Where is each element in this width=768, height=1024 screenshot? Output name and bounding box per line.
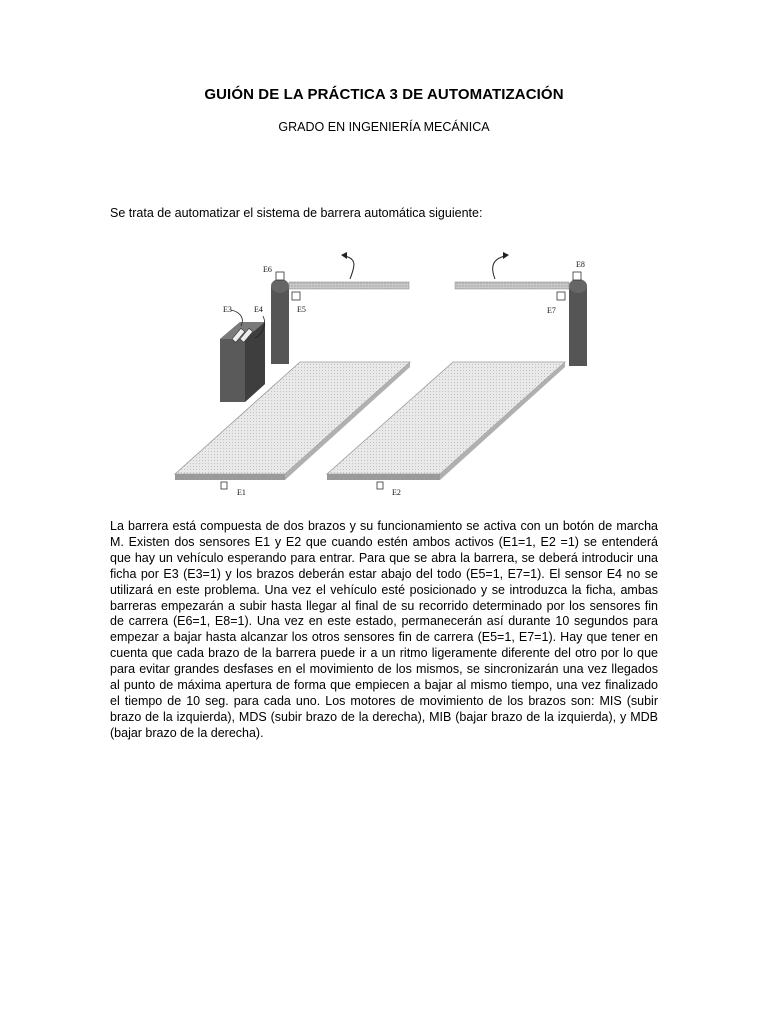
label-e1: E1 (237, 488, 246, 497)
label-e6: E6 (263, 265, 272, 274)
ticket-box (220, 322, 265, 402)
document-subtitle: GRADO EN INGENIERÍA MECÁNICA (278, 120, 490, 134)
sensor-e2-icon (377, 482, 383, 489)
document-title: GUIÓN DE LA PRÁCTICA 3 DE AUTOMATIZACIÓN (204, 86, 564, 103)
right-barrier (455, 252, 587, 366)
label-e5: E5 (297, 305, 306, 314)
left-barrier (271, 252, 409, 364)
barrier-figure (165, 234, 605, 514)
label-e4: E4 (254, 305, 263, 314)
label-e2: E2 (392, 488, 401, 497)
sensor-e1-icon (221, 482, 227, 489)
label-e3: E3 (223, 305, 232, 314)
label-e7: E7 (547, 306, 556, 315)
body-paragraph: La barrera está compuesta de dos brazos y su funcionamiento se activa con un botón de marcha M. Existen dos sensores E1 y E2 que cuando estén ambos activos (E1=1, E2 =1) se entenderá que hay un vehículo esperando para entrar. Para que se abra la barrera, se deberá introducir una ficha por E3 (E3=1) y los brazos deberán estar abajo del todo (E5=1, E7=1). El sensor E4 no se utilizará en este problema. Una vez el vehículo esté posicionado y se introduzca la ficha, ambas barreras empezarán a subir hasta llegar al final de su recorrido determinado por los sensores fin de carrera (E6=1, E8=1). Una vez en este estado, permanecerán así durante 10 segundos para empezar a bajar hasta alcanzar los otros sensores fin de carrera (E5=1, E7=1). Hay que tener en cuenta que cada brazo de la barrera puede ir a un ritmo ligeramente diferente del otro por lo que para evitar grandes desfases en el movimiento de los mismos, se sincronizarán una vez llegados al punto de máxima apertura de forma que empiecen a bajar al mismo tiempo, una vez finalizado el tiempo de 10 seg. para cada uno. Los motores de movimiento de los brazos son: MIS (subir brazo de la izquierda), MDS (subir brazo de la derecha), MIB (bajar brazo de la izquierda), y MDB (bajar brazo de la derecha). (110, 519, 658, 740)
label-e8: E8 (576, 260, 585, 269)
barrier-diagram (165, 234, 605, 514)
intro-paragraph: Se trata de automatizar el sistema de barrera automática siguiente: (110, 206, 483, 220)
